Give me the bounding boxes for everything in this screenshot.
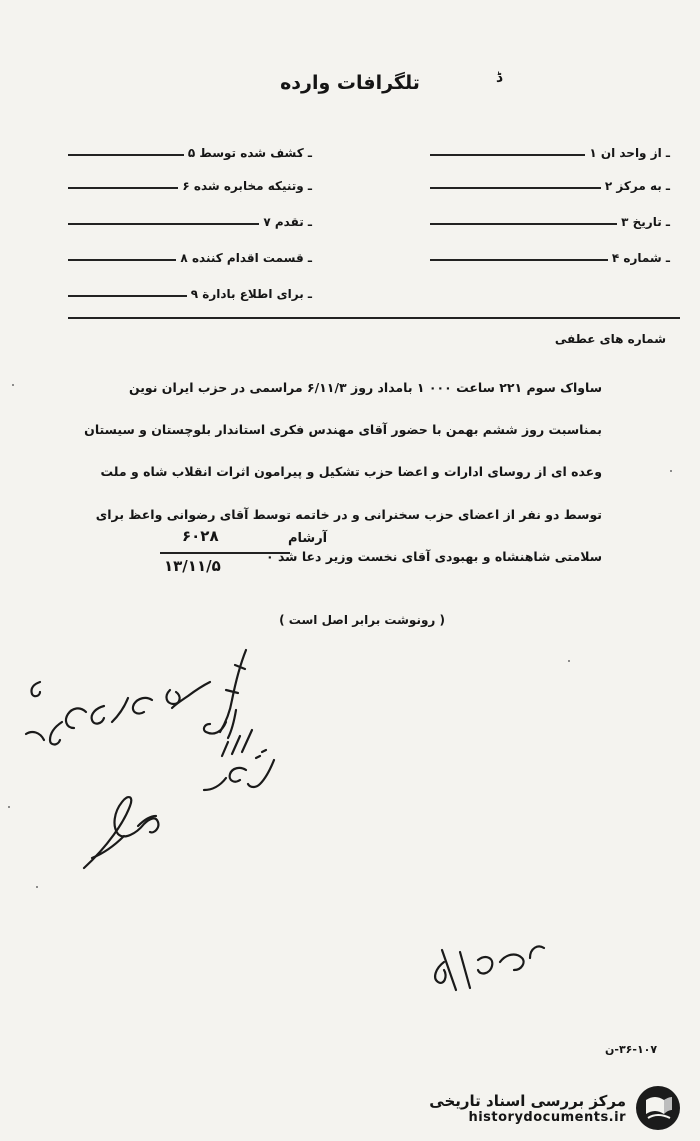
- body-line: توسط دو نفر از اعضای حزب سخنرانی و در خاتمه توسط آقای رضوانی واعظ برای: [95, 507, 602, 522]
- speck: [670, 470, 672, 472]
- archive-website[interactable]: historydocuments.ir: [468, 1109, 626, 1125]
- field-label: ۵ ـ کشف شده توسط: [187, 146, 312, 160]
- field-label: ۶ ـ وتنیکه مخابره شده: [182, 179, 312, 193]
- speck: [12, 384, 14, 386]
- field-label: ۷ ـ تقدم: [263, 215, 312, 229]
- speck: [36, 886, 38, 888]
- reference-numbers-label: شماره های عطفی: [554, 332, 666, 346]
- field-label: ۴ ـ شماره: [611, 251, 670, 265]
- book-logo-icon: [634, 1084, 682, 1132]
- field-label: ۳ ـ تاریخ: [621, 215, 670, 229]
- watermark-footer: [382, 1082, 682, 1134]
- speck: [8, 806, 10, 808]
- field-label: ۲ ـ به مرکز: [604, 179, 670, 193]
- archive-name: مرکز بررسی اسناد تاریخی: [429, 1091, 626, 1110]
- document-title: تلگرافات وارده: [280, 72, 420, 94]
- fraction-numerator: ۶۰۲۸: [182, 527, 219, 545]
- title-mark: ڈ: [496, 70, 503, 86]
- field-label: ۹ ـ برای اطلاع بادارة: [190, 287, 312, 301]
- document-number: ۳۶-۱۰۷-ن: [605, 1043, 658, 1056]
- body-line: وعده ای از روسای ادارات و اعضا حزب تشکیل و پیرامون اثرات انقلاب شاه و ملت: [100, 464, 602, 479]
- body-line: بمناسبت روز ششم بهمن با حضور آقای مهندس فکری استاندار بلوچستان و سیستان: [84, 422, 602, 437]
- body-line: ساواک سوم ۲۲۱ ساعت ۰۰۰ ۱ بامداد روز ۶/۱۱/۳ مراسمی در حزب ایران نوین: [128, 380, 602, 395]
- copy-certification: ( رونوشت برابر اصل است ): [279, 613, 445, 627]
- speck: [568, 660, 570, 662]
- fraction-denominator: ۱۳/۱۱/۵: [164, 557, 221, 575]
- fraction-unit: آرشام: [288, 531, 328, 546]
- field-label: ۸ ـ قسمت اقدام کننده: [180, 251, 312, 265]
- body-line: سلامتی شاهنشاه و بهبودی آقای نخست وزیر دعا شد ۰: [265, 549, 602, 564]
- field-label: ۱ ـ از واحد ان: [589, 146, 670, 160]
